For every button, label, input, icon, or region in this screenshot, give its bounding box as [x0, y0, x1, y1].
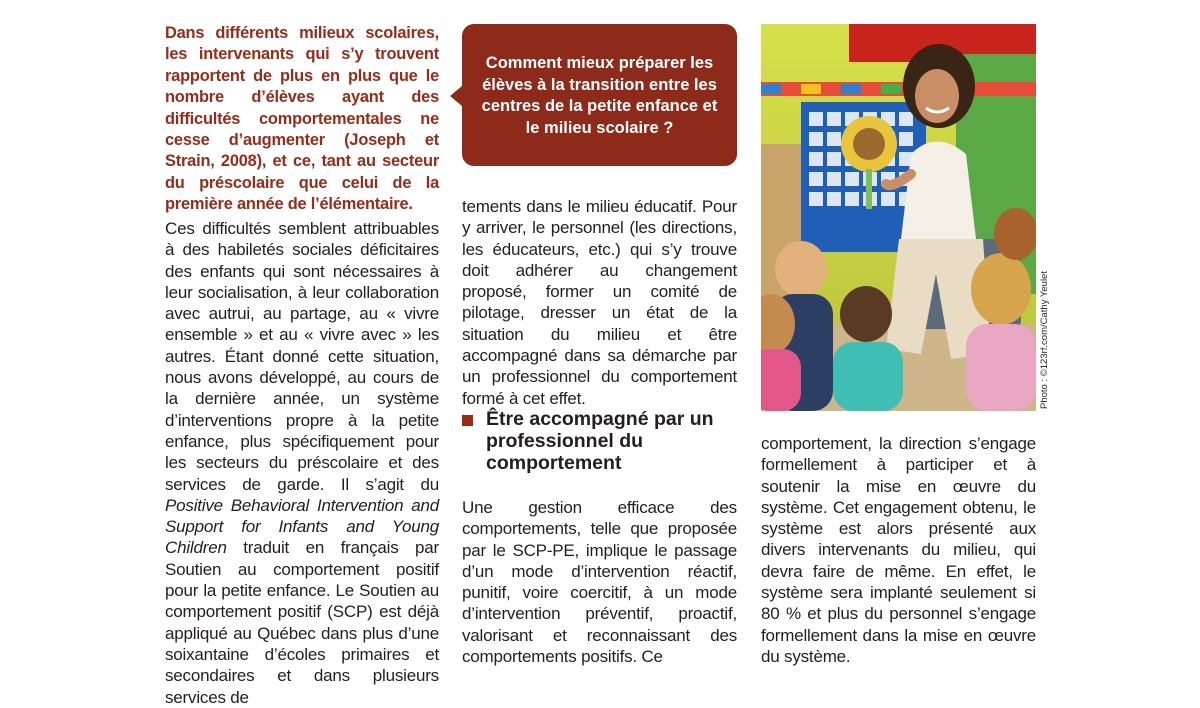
- photo-credit: Photo : ©123rf.com/Cathy Yeulet: [1039, 271, 1050, 409]
- classroom-photo: [761, 24, 1036, 411]
- body-paragraph-col1: [165, 218, 439, 708]
- pull-quote-text: Comment mieux préparer les élèves à la transition entre les centres de la petite enfance et le milieu scolaire ?: [481, 54, 718, 137]
- body-paragraph-col2-bottom: Une gestion efficace des comportements, telle que proposée par le SCP-PE, implique le passage d’un mode d’intervention réactif, punitif, voire coercitif, à un mode d’intervention préventif, proactif, valorisant et reconnaissant des comportements positifs. Ce: [462, 498, 737, 667]
- body-text-cont: traduit en français par Soutien au comportement positif pour la petite enfance. Le Soutien au comportement positif (SCP) est déjà appliqué au Québec dans plus d’une soixantaine d’écoles primaires et secondaires et dans plusieurs services de: [165, 538, 439, 707]
- body-text: Ces difficultés semblent attribuables à des habiletés sociales déficitaires des enfants qui sont nécessaires à leur socialisation, à leur collaboration avec autrui, au partage, au « vivre ensemble » et au « vivre avec » les autres. Étant donné cette situation, nous avons développé, au cours de la dernière année, un système d’interventions propre à la petite enfance, plus spécifiquement pour les secteurs du préscolaire et des services de garde. Il s’agit du: [165, 219, 439, 494]
- body-paragraph-col2-top: tements dans le milieu éducatif. Pour y arriver, le personnel (les directions, les éducateurs, etc.) qui s’y trouve doit adhérer au changement proposé, former un comité de pilotage, dresser un état de la situation du milieu et être accompagné dans sa démarche par un professionnel du comportement formé à cet effet.: [462, 197, 737, 408]
- program-title-italic: Positive Behavioral Intervention and Support for Infants and Young Children: [165, 495, 439, 558]
- square-bullet-icon: [462, 415, 473, 426]
- body-paragraph-col3: comportement, la direction s’engage formellement à participer et à soutenir la mise en œuvre du système. Cet engagement obtenu, le système est alors présenté aux divers intervenants du milieu, qui devra faire de même. En effet, le système sera implanté seulement si 80 % et plus du personnel s’engage formellement dans la mise en œuvre du système.: [761, 434, 1036, 666]
- photo-illustration: [761, 24, 1036, 411]
- pull-quote-callout: [462, 24, 737, 166]
- section-heading-text: Être accompagné par un professionnel du comportement: [486, 408, 714, 474]
- section-heading: [462, 408, 752, 474]
- intro-paragraph: Dans différents milieux scolaires, les intervenants qui s’y trouvent rapportent de plus en plus que le nombre d’élèves ayant des difficultés comportementales ne cesse d’augmenter (Joseph et Strain, 2008), et ce, tant au secteur du préscolaire que celui de la première année de l’élémentaire.: [165, 24, 439, 214]
